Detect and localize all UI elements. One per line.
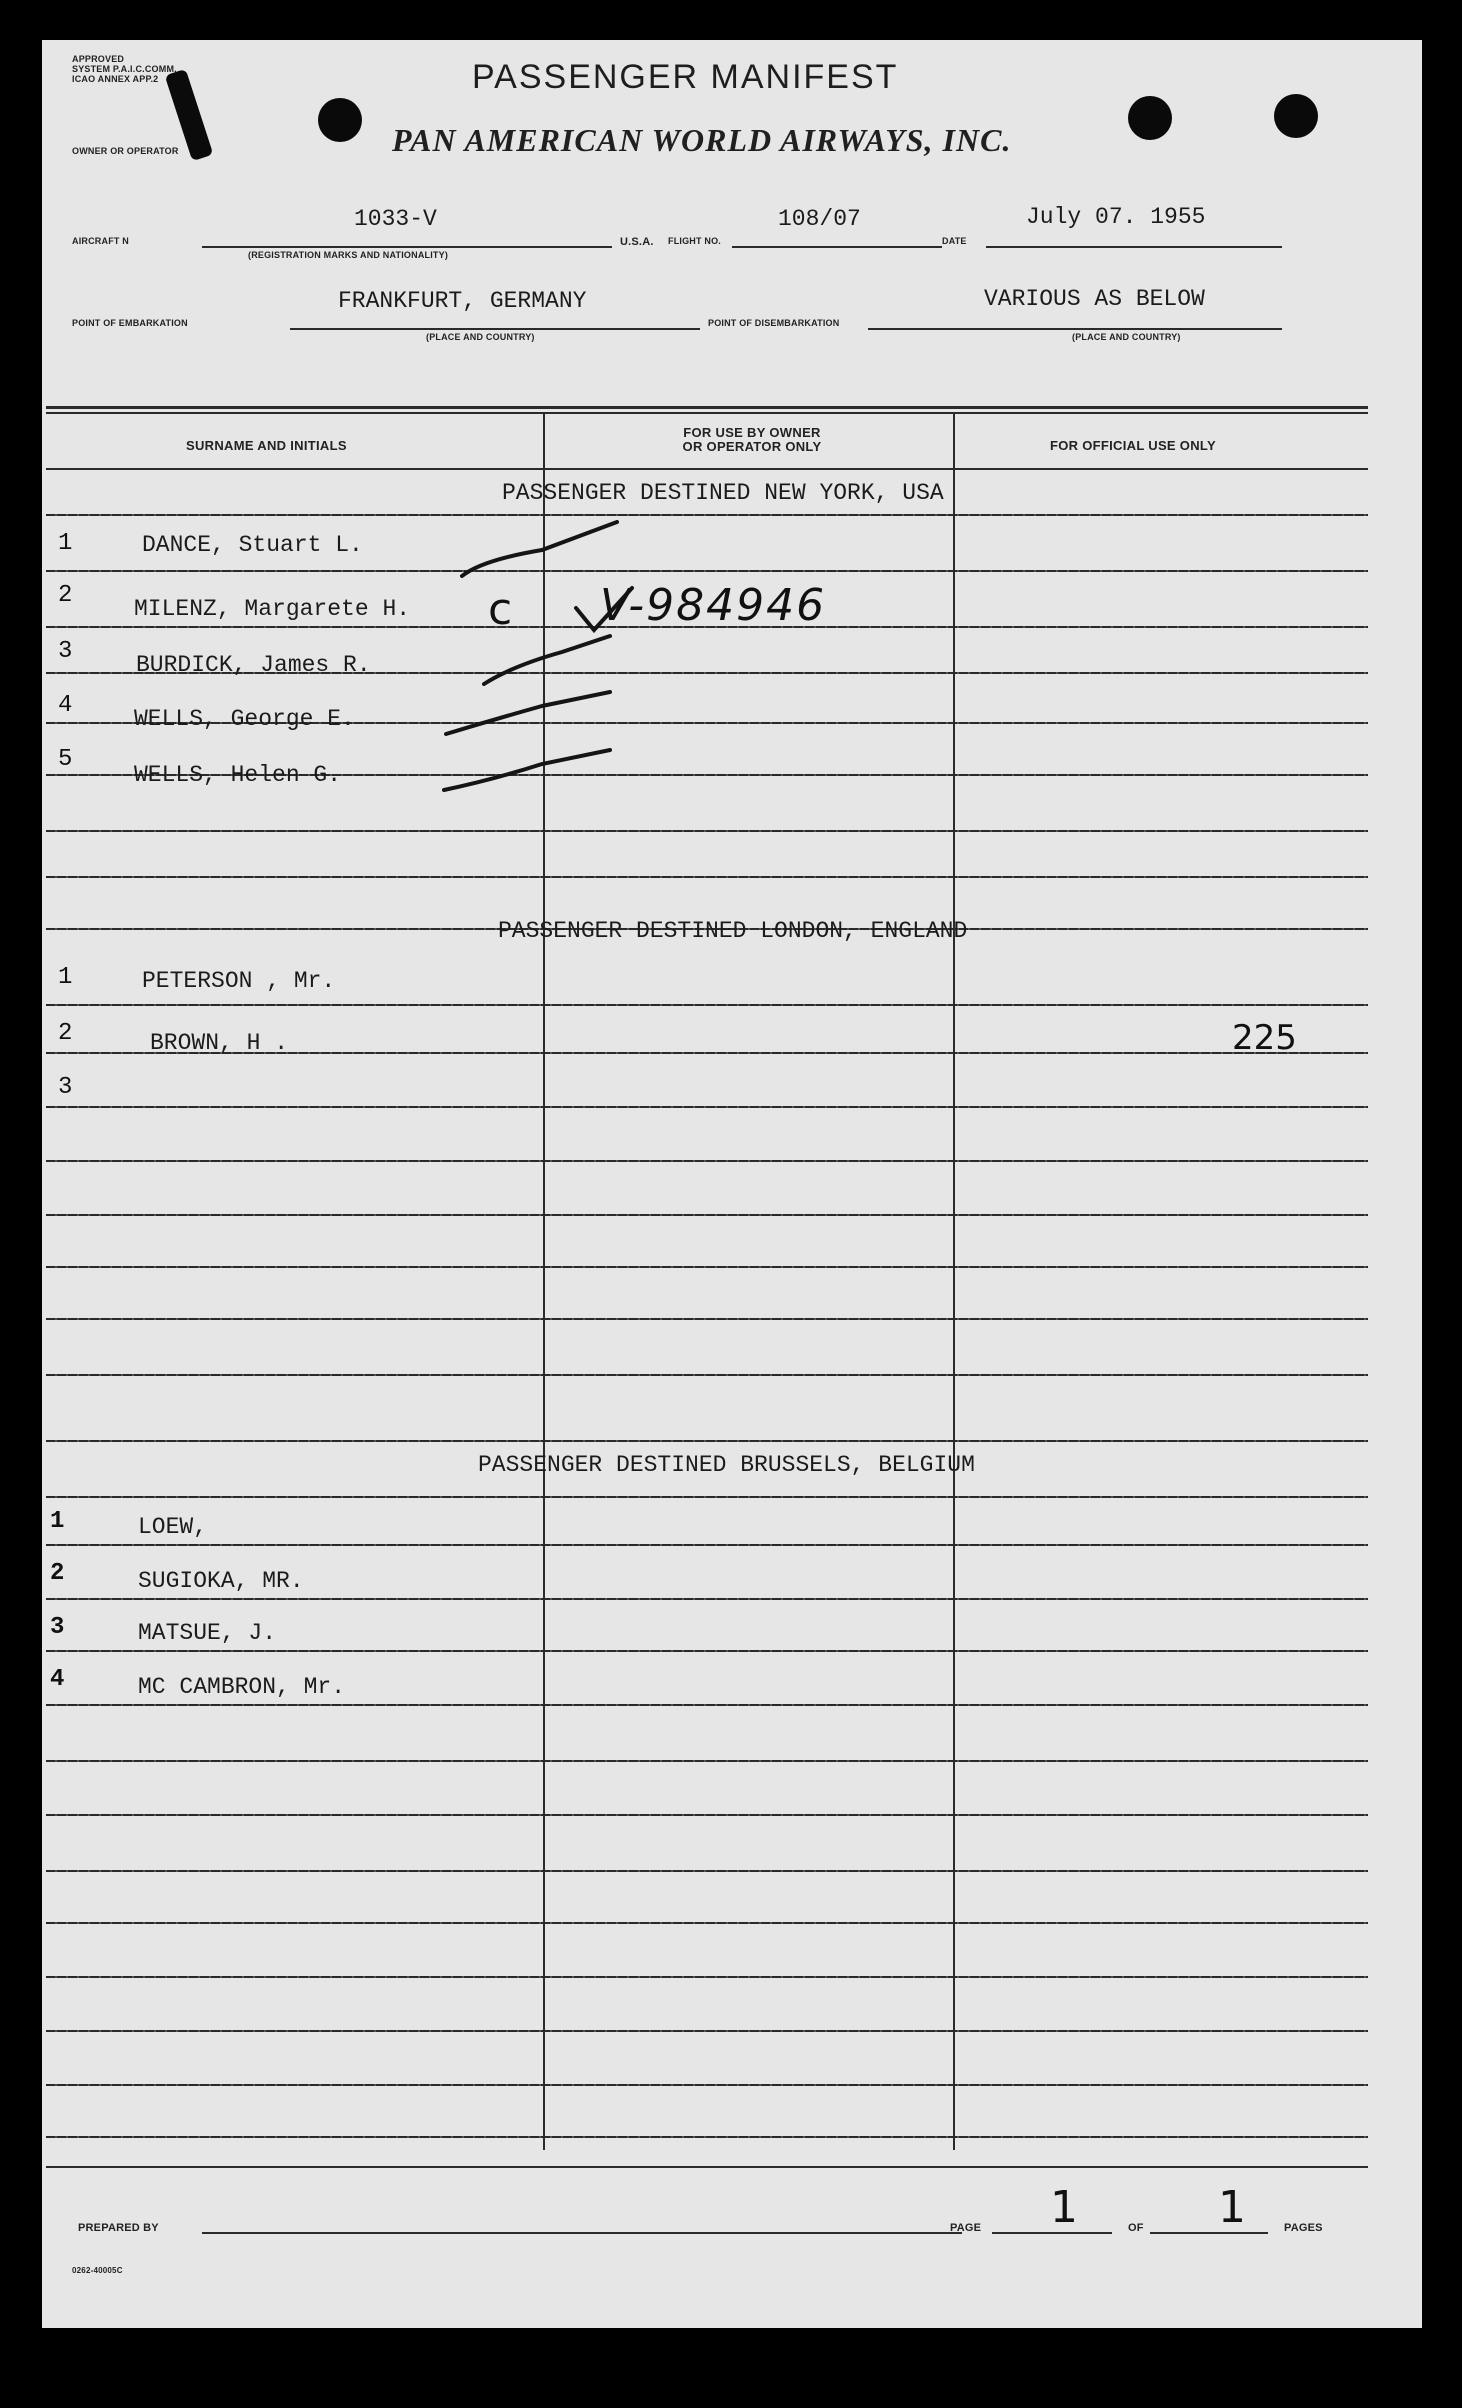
table-rule bbox=[46, 2136, 1368, 2138]
passenger-name: MATSUE, J. bbox=[138, 1620, 277, 1646]
disembarkation-sublabel: (PLACE AND COUNTRY) bbox=[1072, 332, 1181, 342]
column-header-owner: FOR USE BY OWNER OR OPERATOR ONLY bbox=[682, 425, 822, 454]
handwritten-check-marks bbox=[42, 40, 1422, 940]
passenger-name: SUGIOKA, MR. bbox=[138, 1568, 304, 1594]
operator-label: OWNER OR OPERATOR bbox=[72, 146, 179, 156]
table-rule bbox=[46, 1266, 1368, 1268]
embarkation-value: FRANKFURT, GERMANY bbox=[338, 288, 587, 314]
table-rule bbox=[46, 1106, 1368, 1108]
row-number: 4 bbox=[58, 692, 73, 719]
page-label: PAGE bbox=[950, 2222, 982, 2234]
embarkation-sublabel: (PLACE AND COUNTRY) bbox=[426, 332, 535, 342]
row-number: 1 bbox=[58, 964, 73, 991]
check-mark bbox=[446, 692, 610, 734]
group-heading: PASSENGER DESTINED LONDON, ENGLAND bbox=[498, 918, 968, 944]
passenger-name: WELLS, Helen G. bbox=[134, 762, 342, 788]
column-header-official: FOR OFFICIAL USE ONLY bbox=[1050, 438, 1216, 453]
row-number: 1 bbox=[50, 1508, 65, 1535]
pages-label: PAGES bbox=[1284, 2222, 1323, 2234]
approval-note: APPROVED SYSTEM P.A.I.C.COMM. ICAO ANNEX APP.2 bbox=[72, 54, 177, 84]
table-rule bbox=[46, 2030, 1368, 2032]
date-label: DATE bbox=[942, 236, 967, 246]
passenger-name: WELLS, George E. bbox=[134, 706, 355, 732]
table-rule bbox=[46, 1598, 1368, 1600]
table-rule bbox=[46, 1870, 1368, 1872]
form-code: 0262-40005C bbox=[72, 2266, 123, 2275]
table-rule bbox=[46, 2084, 1368, 2086]
table-rule bbox=[46, 1544, 1368, 1546]
disembarkation-label: POINT OF DISEMBARKATION bbox=[708, 318, 840, 328]
passenger-name: DANCE, Stuart L. bbox=[142, 532, 363, 558]
table-rule bbox=[46, 1650, 1368, 1652]
embarkation-label: POINT OF EMBARKATION bbox=[72, 318, 188, 328]
table-rule bbox=[46, 1496, 1368, 1498]
operator-name: PAN AMERICAN WORLD AIRWAYS, INC. bbox=[392, 122, 1012, 158]
passenger-name: MILENZ, Margarete H. bbox=[134, 596, 411, 622]
aircraft-label: AIRCRAFT N bbox=[72, 236, 129, 246]
passenger-name: BURDICK, James R. bbox=[136, 652, 371, 678]
row-number: 5 bbox=[58, 746, 73, 773]
official-note: 225 bbox=[1232, 1018, 1297, 1058]
row-number: 3 bbox=[58, 1074, 73, 1101]
table-rule bbox=[46, 1760, 1368, 1762]
table-rule bbox=[46, 1976, 1368, 1978]
prepared-label: PREPARED BY bbox=[78, 2222, 159, 2234]
row-number: 2 bbox=[58, 582, 73, 609]
table-rule bbox=[46, 1814, 1368, 1816]
check-mark bbox=[462, 522, 617, 576]
column-header-name: SURNAME AND INITIALS bbox=[186, 438, 347, 453]
table-rule bbox=[46, 1214, 1368, 1216]
table-rule bbox=[46, 1704, 1368, 1706]
group-heading: PASSENGER DESTINED NEW YORK, USA bbox=[502, 480, 944, 506]
row-number: 3 bbox=[58, 638, 73, 665]
aircraft-sublabel: (REGISTRATION MARKS AND NATIONALITY) bbox=[248, 250, 449, 260]
row-number: 3 bbox=[50, 1614, 65, 1641]
page-number: 1 bbox=[1050, 2182, 1078, 2233]
manifest-page bbox=[42, 40, 1422, 2328]
table-rule bbox=[46, 1160, 1368, 1162]
passenger-name: MC CAMBRON, Mr. bbox=[138, 1674, 346, 1700]
table-rule bbox=[46, 1004, 1368, 1006]
row-number: 2 bbox=[50, 1560, 65, 1587]
table-rule bbox=[46, 1374, 1368, 1376]
row-number: 2 bbox=[58, 1020, 73, 1047]
disembarkation-value: VARIOUS AS BELOW bbox=[984, 286, 1205, 312]
page-total: 1 bbox=[1218, 2182, 1246, 2233]
aircraft-value: 1033-V bbox=[354, 206, 437, 232]
passenger-name: BROWN, H . bbox=[150, 1030, 289, 1056]
group-heading: PASSENGER DESTINED BRUSSELS, BELGIUM bbox=[478, 1452, 975, 1478]
table-rule bbox=[46, 1922, 1368, 1924]
usa-label: U.S.A. bbox=[620, 236, 654, 248]
of-label: OF bbox=[1128, 2222, 1144, 2234]
row-number: 1 bbox=[58, 530, 73, 557]
handwritten-c: c bbox=[488, 584, 513, 635]
date-value: July 07. 1955 bbox=[1026, 204, 1206, 230]
page-title: PASSENGER MANIFEST bbox=[472, 58, 899, 96]
flight-value: 108/07 bbox=[778, 206, 861, 232]
flight-label: FLIGHT NO. bbox=[668, 236, 721, 246]
check-mark bbox=[484, 636, 610, 684]
table-rule bbox=[46, 1318, 1368, 1320]
row-number: 4 bbox=[50, 1666, 65, 1693]
passenger-name: LOEW, bbox=[138, 1514, 208, 1540]
handwritten-visa-number: V-984946 bbox=[600, 580, 827, 631]
check-mark bbox=[444, 750, 610, 790]
passenger-name: PETERSON , Mr. bbox=[142, 968, 336, 994]
table-rule bbox=[46, 1440, 1368, 1442]
